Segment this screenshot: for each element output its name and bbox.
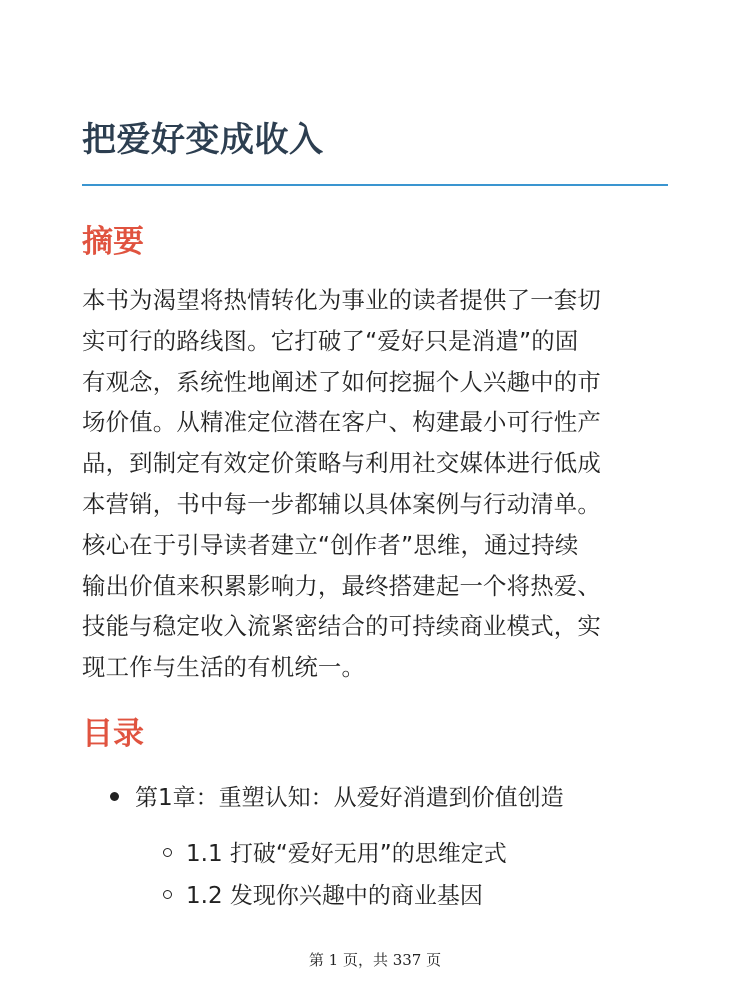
abstract-line: 场价值。从精准定位潜在客户、构建最小可行性产: [82, 408, 601, 437]
abstract-line: 核心在于引导读者建立“创作者”思维，通过持续: [82, 530, 579, 559]
toc-section-label: 1.1 打破“爱好无用”的思维定式: [186, 841, 507, 867]
toc-heading: 目录: [82, 716, 144, 752]
toc-section-item[interactable]: [163, 874, 483, 918]
toc-section-label: 1.2 发现你兴趣中的商业基因: [186, 883, 483, 909]
abstract-line: 实可行的路线图。它打破了“爱好只是消遣”的固: [82, 326, 579, 355]
toc-section-item[interactable]: [163, 832, 507, 876]
abstract-paragraph: [82, 280, 672, 688]
abstract-line: 本营销，书中每一步都辅以具体案例与行动清单。: [82, 489, 601, 518]
abstract-line: 有观念，系统性地阐述了如何挖掘个人兴趣中的市: [82, 367, 601, 396]
toc-chapter-item[interactable]: [110, 776, 564, 820]
title-divider: [82, 184, 668, 186]
abstract-line: 现工作与生活的有机统一。: [82, 653, 366, 682]
abstract-line: 输出价值来积累影响力，最终搭建起一个将热爱、: [82, 571, 601, 600]
toc-chapter-label: 第1章：重塑认知：从爱好消遣到价值创造: [135, 785, 564, 811]
abstract-line: 本书为渴望将热情转化为事业的读者提供了一套切: [82, 286, 601, 314]
bullet-circle-icon: [163, 890, 172, 899]
abstract-line: 技能与稳定收入流紧密结合的可持续商业模式，实: [82, 612, 601, 641]
page-footer: 第 1 页，共 337 页: [308, 951, 442, 969]
bullet-disc-icon: [110, 792, 119, 801]
bullet-circle-icon: [163, 848, 172, 857]
abstract-line: 品，到制定有效定价策略与利用社交媒体进行低成: [82, 449, 601, 478]
abstract-heading: 摘要: [82, 224, 144, 260]
document-title: 把爱好变成收入: [82, 120, 324, 160]
